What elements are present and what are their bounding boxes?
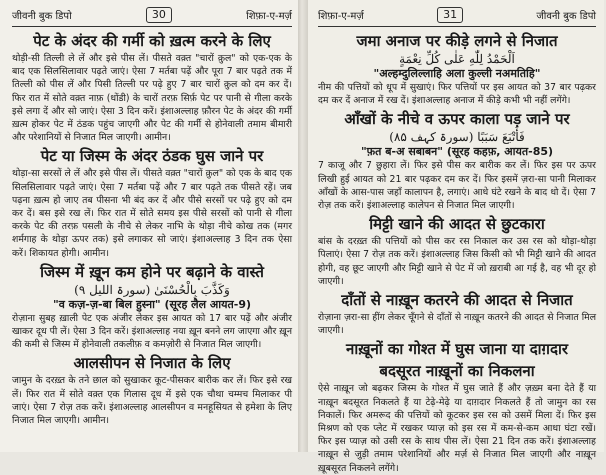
page-number: 31 <box>437 7 463 23</box>
arabic-verse: اَلْحَمْدُ لِلّٰهِ عَلٰی كُلِّ نِعْمَةٍ <box>399 52 515 66</box>
heading-stomach-heat: पेट के अंदर की गर्मी को ख़त्म करने के लिए <box>33 32 271 50</box>
paragraph-eating-soil: बांस के दरख़्त की पत्तियों को पीस कर रस निकाल कर उस रस को थोड़ा-थोड़ा पिलाएं। ऐसा 7 रोज़ तक करें। इंशाअल्लाह जिस किसी को भी मिट्टी खाने की आदत होगी, वह छूट जाएगी और मिट्टी खाने से पेट में जो ख़राबी आ गई है, वह भी दूर हो जाएगी। <box>318 236 596 287</box>
page-number: 30 <box>146 7 172 23</box>
paragraph-nail-biting: रोज़ाना ज़रा-सा हींग लेकर चूँगने से दाँतों से नाख़ून कतरने की आदत से निजात मिल जाएगी। <box>318 312 596 337</box>
paragraph-grain-insects: नीम की पत्तियों को धूप में सुखाएं। फिर पत्तियों पर इस आयत को 37 बार पढ़कर दम कर दें अनाज में रख दें। इंशाअल्लाह अनाज में कीड़े कभी भी नहीं लगेंगे। <box>318 82 596 107</box>
paragraph-low-blood: रोज़ाना सुबह ख़ाली पेट एक अंजीर लेकर इस आयत को 17 बार पढ़ें और अंजीर खाकर दूध पी लें। ऐसा 3 दिन करें। इंशाअल्लाह नया ख़ून बनने लग जाएगा और ख़ून की कमी से जिस्म में होनेवाली तकलीफ़ व कमज़ोरी से निजात मिल जाएगी। <box>12 312 292 351</box>
paragraph-body-cold: थोड़ा-सा सरसों ले लें और इसे पीस लें। पीसते वक़्त "चारों क़ुल" को एक के बाद एक सिलसिलावार पढ़ते जाएं। ऐसा 7 मर्तबा पढ़ें और 7 बार पढ़ते तक पीसते रहें। जब पढ़ना ख़त्म हो जाए तब पीसना भी बंद कर दें और पीसे सरसों पर पढ़े हुए को दम कर दें। बस इसे रख लें। फिर रात में सोते समय इस पीसे सरसों को पानी से गीला करके पेट की तरफ़ पसली के नीचे से लेकर नाभि के थोड़ा नीचे कोख तक (मगर शर्मगाह के थोड़ा ऊपर तक) इसे लगाकर सो जाएं। इंशाअल्लाह 3 दिन तक ऐसा करें। शिकायत होगी। आमीन। <box>12 168 292 259</box>
paragraph-stomach-heat: थोड़ी-सी तिल्ली ले लें और इसे पीस लें। पीसते वक़्त "चारों क़ुल" को एक-एक के बाद एक सिलसिलावार पढ़ते जाएं। ऐसा 7 मर्तबा पढ़ें और पूरा 7 बार पढ़ते तक में तिल्ली को पीस लें और पिसी तिल्ली पर पढ़े हुए 7 बार चारों क़ुल को दम कर दें। फिर रात में सोते वक़्त नाफ़ (धोंडी) के चारों तरफ़ सिर्फ़ पेट पर पानी से गीला करके इसे लगा दें और सो जाएं। ऐसा 3 दिन करें। इंशाअल्लाह फ़ौरन पेट के अंदर की गर्मी ख़त्म होकर पेट में ठंडक पहुंच जाएगी और पेट की गर्मी से होनेवाली तमाम बीमारी और परेशानियों से निजात मिल जाएगी। आमीन। <box>12 53 292 144</box>
arabic-verse: فَأَتْبَعَ سَبَبًا ‏(سورۃ کہف ۸۵) <box>389 130 525 145</box>
right-page-header <box>318 4 596 27</box>
book-title: जीवनी बुक डिपो <box>12 11 72 22</box>
heading-dark-circles: आँखों के नीचे व ऊपर काला पड़ जाने पर <box>344 110 570 129</box>
paragraph-laziness: जामुन के दरख़्त के तने छाल को सुखाकर कूट-पीसकर बारीक कर लें। फिर इसे रख लें। फिर रात में सोते वक़्त एक गिलास दूध में इसे एक चौथा चम्मच मिलाकर पी जाएं। ऐसा 7 रोज़ तक करें। इंशाअल्लाह आलसीपन व मनहूसियत से हमेशा के लिए निजात मिल जाएगी। आमीन। <box>12 375 292 427</box>
left-page <box>0 0 302 452</box>
paragraph-dark-circles: 7 काजू और 7 छुहारा लें। फिर इसे पीस कर बारीक कर लें। फिर इस पर ऊपर लिखी हुई आयत को 21 बार पढ़कर दम कर दें। फिर इसमें ज़रा-सा पानी मिलाकर आँखों के आस-पास जहाँ कालापन है, लगाएं। आधे घंटे रखने के बाद धो दें। ऐसा 7 रोज़ तक करें। इंशाअल्लाह कालेपन से निजात मिल जाएगी। <box>318 160 596 212</box>
right-page <box>302 0 604 474</box>
heading-nail-biting: दाँतों से नाख़ून कतरने की आदत से निजात <box>341 291 573 310</box>
book-gutter <box>298 0 308 452</box>
arabic-verse: وَكَذَّبَ بِالْحُسْنَىٰ ‏(سورۃ اللیل ۹) <box>74 282 230 297</box>
verse-transliteration: "अल्हम्दुलिल्लाहि अला कुल्ली नअमतिहि" <box>373 67 541 80</box>
verse-transliteration: "फ़त ब-अ सबाबन" (सूरह कहफ़, आयत-85) <box>360 145 554 159</box>
book-title: जीवनी बुक डिपो <box>536 11 596 22</box>
paragraph-nails: ऐसे नाख़ून जो बढ़कर जिस्म के गोश्त में घुस जाते हैं और ज़ख़्म बना देते हैं या नाख़ून बदसूरत निकलते हैं या टेढ़े-मेढ़े या दाग़दार निकलते हैं तो जामुन का रस निकालें। फिर अमरूद की पत्तियों को कूटकर इस रस को उसमें मिला दें। फिर इस मिश्रण को एक प्लेट में रखकर प्याज़ को इस रस में कम-से-कम आधा घंटा रखें। फिर इस प्याज़ को उसी रस के साथ पीस लें। ऐसा 21 दिन तक करें। इंशाअल्लाह नाख़ून से जुड़ी तमाम परेशानियों और मर्ज़ से निजात मिल जाएगी और नाख़ून ख़ूबसूरत निकलने लगेंगे। <box>318 383 596 474</box>
heading-body-cold: पेट या जिस्म के अंदर ठंडक घुस जाने पर <box>40 147 264 166</box>
heading-low-blood: जिस्म में ख़ून कम होने पर बढ़ाने के वास्ते <box>40 262 264 281</box>
heading-laziness: आलसीपन से निजात के लिए <box>73 354 231 373</box>
heading-grain-insects: जमा अनाज पर कीड़े लगने से निजात <box>356 32 558 50</box>
heading-eating-soil: मिट्टी खाने की आदत से छुटकारा <box>369 215 545 234</box>
heading-ingrown-nails: नाख़ूनों का गोश्त में घुस जाना या दाग़दार <box>346 340 568 359</box>
section-title: शिफ़ा-ए-मर्ज़ <box>318 11 364 22</box>
verse-transliteration: "व कज़-ज़-बा बिल हुस्ना" (सूरह लैल आयत-9) <box>52 297 252 311</box>
left-page-header <box>12 4 292 27</box>
section-title: शिफ़ा-ए-मर्ज़ <box>246 11 292 22</box>
heading-ugly-nails: बदसूरत नाख़ूनों का निकलना <box>379 362 535 381</box>
